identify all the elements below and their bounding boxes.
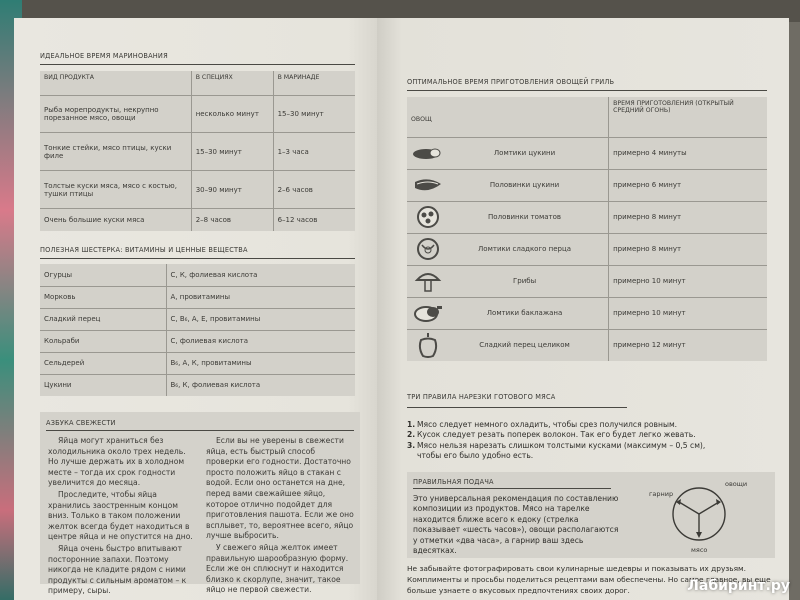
marinade-spice-time: 2–8 часов [191,208,273,231]
grill-title: ОПТИМАЛЬНОЕ ВРЕМЯ ПРИГОТОВЛЕНИЯ ОВОЩЕЙ ГРИЛЬ [407,78,615,86]
grill-header-vegetable: ОВОЩ [407,97,609,137]
grill-table [407,97,767,361]
table-row [40,308,355,330]
marinade-title: ИДЕАЛЬНОЕ ВРЕМЯ МАРИНОВАНИЯ [40,52,168,60]
eggplant-slices-icon [411,300,445,326]
vitamin-vegetable: Цукини [44,381,72,390]
table-row [40,330,355,352]
table-row [40,352,355,374]
grill-time: примерно 6 минут [609,169,767,201]
grill-time: примерно 10 минут [609,297,767,329]
grill-vegetable-name: Ломтики баклажана [486,308,563,317]
grill-vegetable-name: Половинки томатов [488,212,562,221]
vitamins-table [40,264,355,396]
marinade-spice-time: 30–90 минут [191,171,273,209]
vitamin-list: А, провитамины [166,286,355,308]
table-row [407,169,767,201]
grill-time: примерно 10 минут [609,265,767,297]
list-item: 1. Мясо следует немного охладить, чтобы срез получился ровным. [407,419,678,429]
plate-diagram [633,474,763,558]
grill-vegetable-name: Сладкий перец целиком [479,341,570,350]
serving-text: Это универсальная рекомендация по составлению композиции из продуктов. Мясо на тарелке находится ближе всего к едоку (стрелка показывает «шесть часов»), овощи располагаются у отметки «два часа», а гарнир ваш здесь вдесятках. [413,494,619,556]
freshness-paragraph: У свежего яйца желток имеет правильную шарообразную форму. Если же он сплюснут и находится близко к скорлупе, значит, такое яйцо не первой свежести. [206,542,349,595]
grill-vegetable-name: Половинки цукини [489,180,560,189]
table-row [407,137,767,169]
freshness-paragraph: Яйца очень быстро впитывают посторонние запахи. Поэтому никогда не кладите рядом с ними продукты с сильным ароматом – к примеру, сыры. [48,543,187,596]
table-row [407,265,767,297]
vitamin-list: С, фолиевая кислота [166,330,355,352]
grill-time: примерно 4 минуты [609,137,767,169]
vitamin-vegetable: Огурцы [40,264,166,286]
marinade-header-spices: В СПЕЦИЯХ [191,71,273,95]
grill-vegetable-name: Ломтики цукини [493,148,556,157]
right-page [377,18,789,600]
vitamin-vegetable: Морковь [40,286,166,308]
table-row [40,95,355,133]
marinade-marinade-time: 2–6 часов [273,171,355,209]
marinade-header-marinade: В МАРИНАДЕ [273,71,355,95]
mushroom-icon [411,268,445,294]
vitamins-section [40,246,355,396]
vitamin-vegetable: Кольраби [40,330,166,352]
table-row [40,374,355,396]
cutting-rules-list [407,420,767,462]
grill-header-time: ВРЕМЯ ПРИГОТОВЛЕНИЯ (ОТКРЫТЫЙ СРЕДНИЙ ОГОНЬ) [609,97,767,137]
vitamin-list: С, В₆, А, Е, провитамины [166,308,355,330]
vitamin-vegetable: Сельдерей [40,352,166,374]
table-row [407,233,767,265]
tomato-halves-icon [411,204,445,230]
grill-time: примерно 12 минут [609,329,767,361]
grill-vegetable-name: Ломтики сладкого перца [478,244,572,253]
freshness-column-1 [48,436,198,598]
vitamin-list: С, К, фолиевая кислота [166,264,355,286]
marinade-product: Толстые куски мяса, мясо с костью, тушки птицы [40,171,191,209]
marinade-section [40,52,355,231]
table-row [40,264,355,286]
marinade-table [40,71,355,231]
freshness-title: АЗБУКА СВЕЖЕСТИ [46,419,116,427]
grill-time: примерно 8 минут [609,233,767,265]
vitamin-vegetable: Сладкий перец [40,308,166,330]
serving-section [407,472,775,558]
zucchini-halves-icon [411,172,445,198]
marinade-marinade-time: 15–30 минут [273,95,355,133]
table-row [407,201,767,233]
grill-section [407,78,767,361]
cutting-rules-title: ТРИ ПРАВИЛА НАРЕЗКИ ГОТОВОГО МЯСА [407,393,556,401]
table-row [40,286,355,308]
left-page [14,18,377,600]
label-vegetables: овощи [725,480,748,488]
freshness-paragraph: Если вы не уверены в свежести яйца, есть быстрый способ проверки его годности. Достаточно просто положить яйцо в стакан с водой. Если оно останется на дне, перед вами свежайшее яйцо, которое отлично подойдет для приготовления пашота. Если же оно всплывет, то, вероятнее всего, яйцо лучше выбросить. [206,436,354,541]
freshness-paragraph: Яйца могут храниться без холодильника около трех недель. Но лучше держать их в холодном месте – тогда их срок годности увеличится до месяца. [48,436,186,488]
marinade-product: Очень большие куски мяса [44,215,145,224]
marinade-header-product: ВИД ПРОДУКТА [40,71,191,95]
marinade-product: Тонкие стейки, мясо птицы, куски филе [40,133,191,171]
freshness-column-2 [206,436,354,597]
zucchini-slices-icon [411,140,445,166]
table-row [407,297,767,329]
marinade-spice-time: 15–30 минут [191,133,273,171]
whole-pepper-icon [411,332,445,358]
marinade-marinade-time: 1–3 часа [273,133,355,171]
grill-time: примерно 8 минут [609,201,767,233]
vitamins-title: ПОЛЕЗНАЯ ШЕСТЕРКА: ВИТАМИНЫ И ЦЕННЫЕ ВЕЩЕСТВА [40,246,248,254]
grill-vegetable-name: Грибы [512,276,537,285]
watermark-logo: Лабиринт.ру [687,578,790,594]
serving-title: ПРАВИЛЬНАЯ ПОДАЧА [413,478,494,486]
table-row [40,171,355,209]
pepper-slices-icon [411,236,445,262]
vitamin-list: В₆, К, фолиевая кислота [166,374,355,396]
marinade-product: Рыба морепродукты, некрупно порезанное мясо, овощи [40,95,191,133]
list-item: 2. Кусок следует резать поперек волокон. Так его будет легко жевать. [407,430,696,440]
table-row [40,133,355,171]
marinade-spice-time: несколько минут [191,95,273,133]
list-item: 3. Мясо нельзя нарезать слишком толстыми кусками (максимум – 0,5 см), чтобы его было удобно есть. [407,440,706,461]
marinade-marinade-time: 6–12 часов [273,208,355,231]
label-meat: мясо [691,546,708,554]
table-row [40,208,355,231]
final-note: Не забывайте фотографировать свои кулинарные шедевры и показывать их друзьям. Комплименты и просьбы поделиться рецептами вам обеспечены. Но самое главное, вы еще больше узнаете о вкусовых предпочтениях своих дорог. [407,564,771,595]
freshness-section [40,412,360,596]
table-row [407,329,767,361]
label-garnish: гарнир [649,490,674,498]
cutting-rules-section [407,392,767,462]
vitamin-list: В₆, А, К, провитамины [166,352,355,374]
freshness-paragraph: Проследите, чтобы яйца хранились заостренным концом вниз. Только в таком положении желток всегда будет находиться в центре яйца и не опустится на дно. [48,489,193,542]
